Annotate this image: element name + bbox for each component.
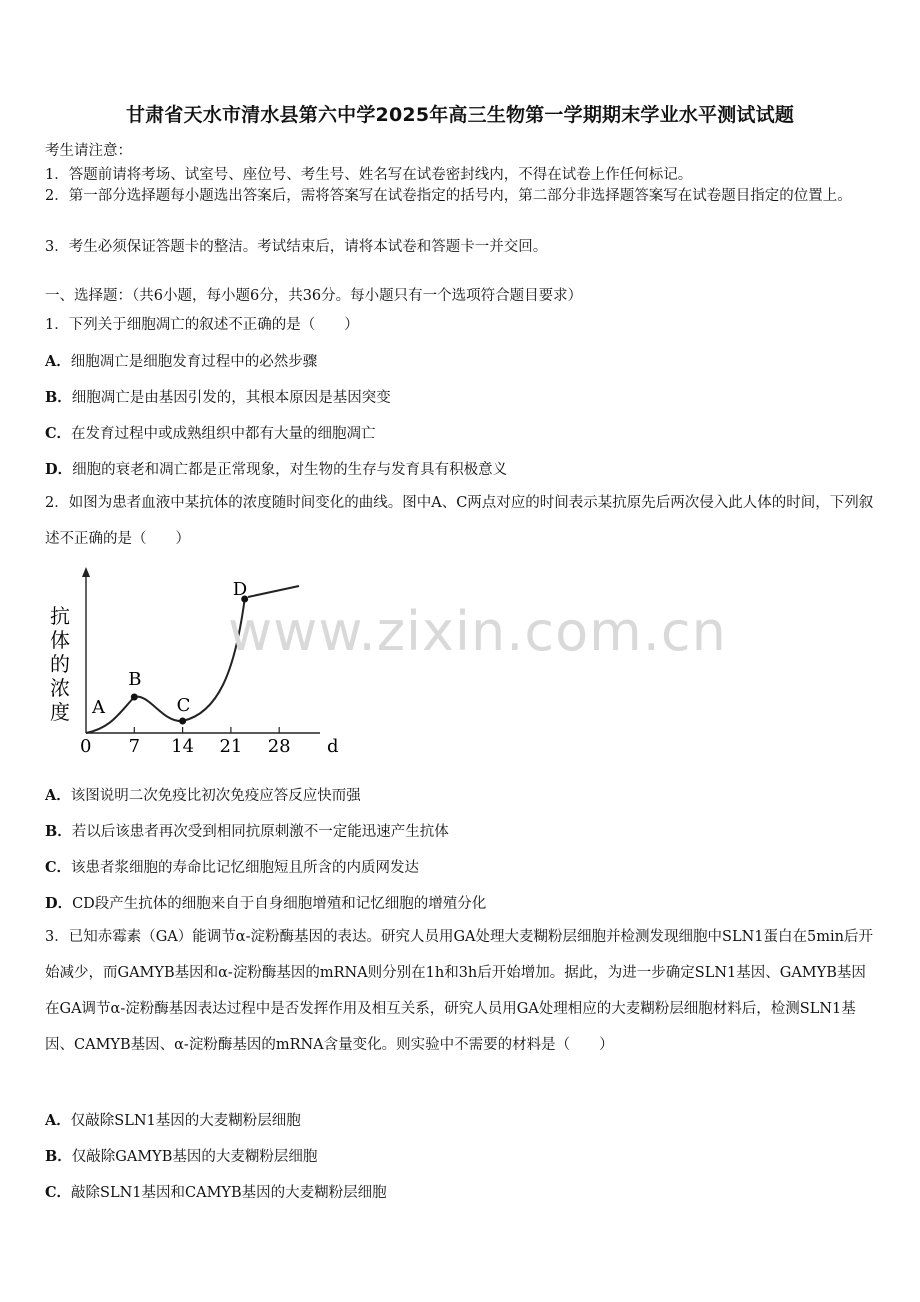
option-text: 若以后该患者再次受到相同抗原刺激不一定能迅速产生抗体 <box>71 824 449 840</box>
option-text: 仅敲除GAMYB基因的大麦糊粉层细胞 <box>71 1149 318 1165</box>
y-axis-label <box>50 604 70 724</box>
q1-option-b[interactable] <box>45 386 391 407</box>
option-letter: C． <box>45 859 72 876</box>
option-letter: C． <box>45 1184 72 1201</box>
section-heading: 一、选择题：（共6小题，每小题6分，共36分。每小题只有一个选项符合题目要求） <box>45 288 583 304</box>
option-letter: A． <box>45 1112 71 1129</box>
notice-item: 1．答题前请将考场、试室号、座位号、考生号、姓名写在试卷密封线内，不得在试卷上作任何标记。 <box>45 167 693 183</box>
notice-item: 2．第一部分选择题每小题选出答案后，需将答案写在试卷指定的括号内，第二部分非选择题答案写在试卷题目指定的位置上。 <box>45 188 852 204</box>
option-letter: A． <box>45 787 71 804</box>
option-letter: B． <box>45 823 72 840</box>
option-text: 仅敲除SLN1基因的大麦糊粉层细胞 <box>70 1113 301 1129</box>
q3-option-a[interactable] <box>45 1109 301 1130</box>
option-text: 细胞的衰老和凋亡都是正常现象，对生物的生存与发育具有积极意义 <box>72 462 508 478</box>
point-marker-b <box>131 694 138 701</box>
q2-option-c[interactable] <box>45 856 419 877</box>
point-label-b: B <box>128 669 142 690</box>
option-letter: C． <box>45 425 72 442</box>
watermark: www.zixin.com.cn <box>228 600 727 663</box>
y-axis-char: 体 <box>50 628 70 652</box>
option-text: 细胞凋亡是细胞发育过程中的必然步骤 <box>70 354 318 370</box>
option-letter: A． <box>45 353 71 370</box>
option-text: 该患者浆细胞的寿命比记忆细胞短且所含的内质网发达 <box>71 860 420 876</box>
y-axis-char: 浓 <box>50 676 70 700</box>
q1-option-c[interactable] <box>45 422 376 443</box>
x-tick-label: 0 <box>80 736 92 757</box>
q2-option-b[interactable] <box>45 820 449 841</box>
y-axis-char: 度 <box>50 700 70 724</box>
option-text: 该图说明二次免疫比初次免疫应答反应快而强 <box>70 788 361 804</box>
q3-option-b[interactable] <box>45 1145 317 1166</box>
q2-option-a[interactable] <box>45 784 361 805</box>
question-3-stem: 3．已知赤霉素（GA）能调节α-淀粉酶基因的表达。研究人员用GA处理大麦糊粉层细胞并检测发现细胞中SLN1蛋白在5min后开始减少，而GAMYB基因和α-淀粉酶基因的mRNA则分别在1h和3h后开始增加。据此，为进一步确定SLN1基因、GAMYB基因在GA调节α-淀粉酶基因表达过程中是否发挥作用及相互关系，研究人员用GA处理相应的大麦糊粉层细胞材料后，检测SLN1基因、CAMYB基因、α-淀粉酶基因的mRNA含量变化。则实验中不需要的材料是（ ） <box>45 929 873 1053</box>
point-label-d: D <box>232 579 248 600</box>
point-marker-c <box>179 718 186 725</box>
option-letter: D． <box>45 895 73 912</box>
option-letter: B． <box>45 1148 72 1165</box>
question-1-stem: 1．下列关于细胞凋亡的叙述不正确的是（ ） <box>45 317 359 333</box>
x-tick-label: 14 <box>171 736 195 757</box>
point-label-a: A <box>92 697 105 718</box>
x-axis-label: d <box>327 736 339 757</box>
y-axis-char: 的 <box>50 652 70 676</box>
notice-item: 3．考生必须保证答题卡的整洁。考试结束后，请将本试卷和答题卡一并交回。 <box>45 239 548 255</box>
y-axis-arrow <box>82 567 90 577</box>
option-text: CD段产生抗体的细胞来自于自身细胞增殖和记忆细胞的增殖分化 <box>72 896 487 912</box>
notice-heading: 考生请注意： <box>45 143 132 159</box>
option-letter: D． <box>45 461 73 478</box>
y-axis-char: 抗 <box>50 604 70 628</box>
option-letter: B． <box>45 389 72 406</box>
point-label-c: C <box>176 695 191 716</box>
q2-option-d[interactable] <box>45 892 486 913</box>
q3-option-c[interactable] <box>45 1181 387 1202</box>
q1-option-d[interactable] <box>45 458 507 479</box>
curve-tail <box>248 586 299 597</box>
q1-option-a[interactable] <box>45 350 317 371</box>
x-tick-label: 28 <box>267 736 291 757</box>
antibody-chart <box>40 565 360 765</box>
page-title: 甘肃省天水市清水县第六中学2025年高三生物第一学期期末学业水平测试试题 <box>125 104 795 126</box>
antibody-curve <box>86 599 245 733</box>
option-text: 细胞凋亡是由基因引发的，其根本原因是基因突变 <box>71 390 391 406</box>
question-2-stem: 2．如图为患者血液中某抗体的浓度随时间变化的曲线。图中A、C两点对应的时间表示某抗原先后两次侵入此人体的时间，下列叙述不正确的是（ ） <box>45 495 874 547</box>
x-tick-label: 21 <box>219 736 243 757</box>
option-text: 敲除SLN1基因和CAMYB基因的大麦糊粉层细胞 <box>71 1185 387 1201</box>
option-text: 在发育过程中或成熟组织中都有大量的细胞凋亡 <box>71 426 376 442</box>
x-tick-label: 7 <box>128 736 141 757</box>
